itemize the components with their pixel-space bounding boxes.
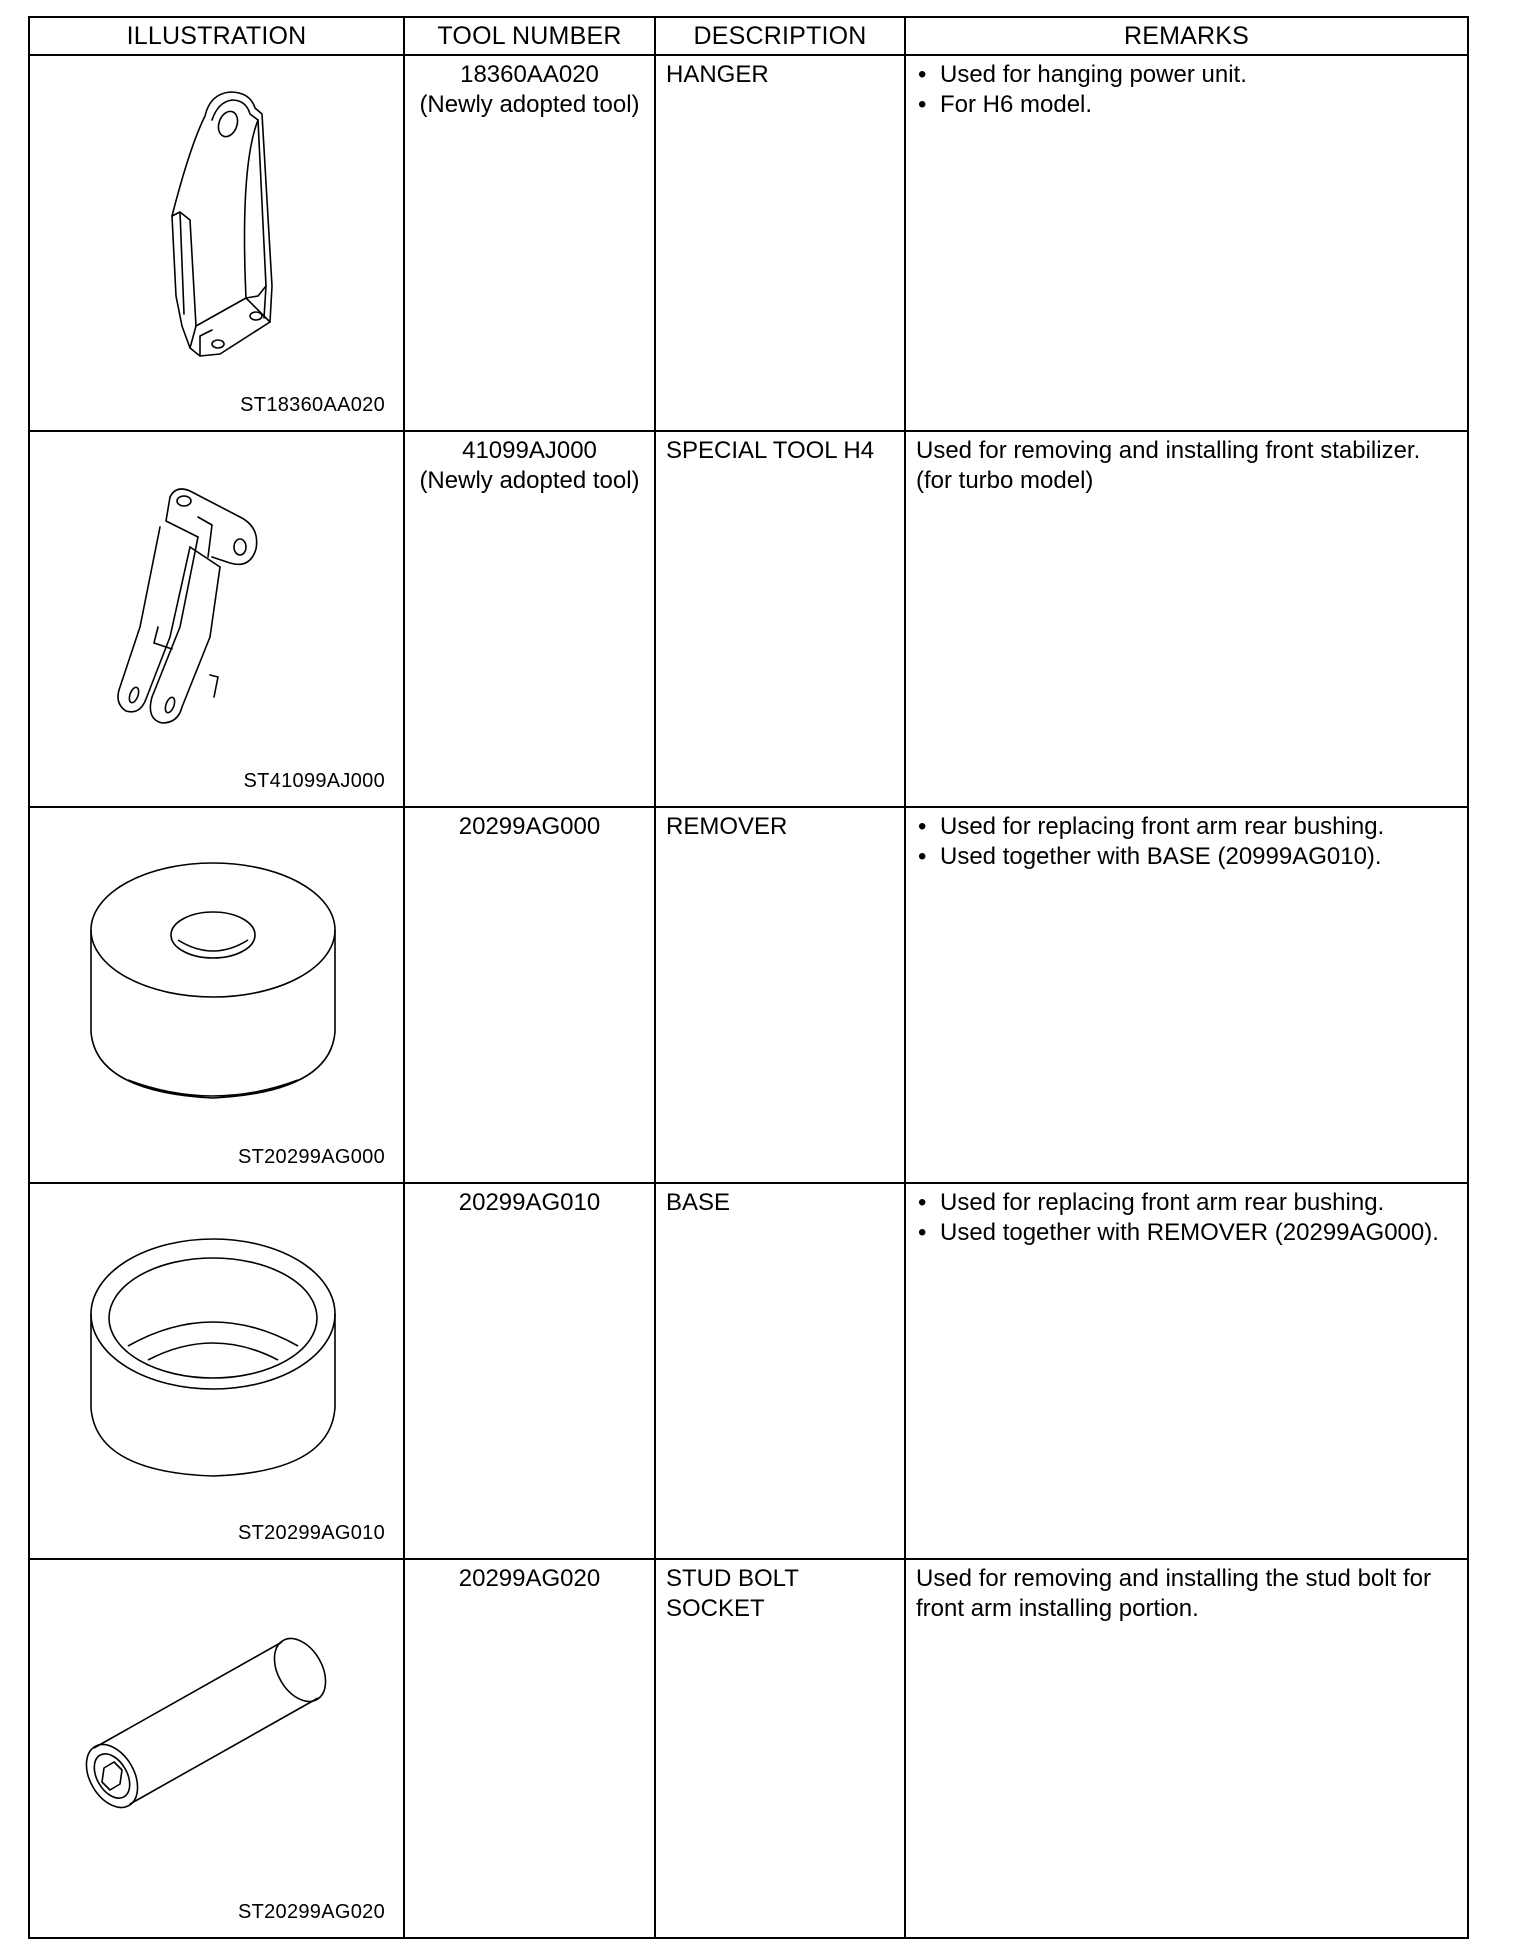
tool-number-cell	[405, 1184, 654, 1558]
illustration-cell	[30, 432, 403, 806]
description-cell	[656, 56, 904, 430]
header-remarks: REMARKS	[1123, 22, 1250, 50]
tool-number: 20299AG020	[458, 1565, 601, 1592]
remarks-item: • Used together with BASE (20999AG010).	[918, 843, 1382, 870]
special-tools-table	[28, 16, 1469, 1939]
table-row	[30, 1560, 1467, 1937]
stud-bolt-socket-icon	[70, 1630, 330, 1830]
table-row	[30, 1184, 1467, 1560]
tool-number-cell	[405, 808, 654, 1182]
tool-number: 18360AA020	[460, 61, 599, 88]
remarks-cell	[906, 432, 1467, 806]
table-header	[30, 18, 1467, 56]
illustration-caption: ST20299AG020	[237, 1901, 385, 1923]
remover-icon	[88, 860, 338, 1110]
remarks-cell	[906, 808, 1467, 1182]
illustration-caption: ST18360AA020	[240, 394, 385, 416]
remarks-list	[916, 60, 1457, 120]
tool-note: (Newly adopted tool)	[419, 467, 640, 494]
tool-note: (Newly adopted tool)	[419, 91, 640, 118]
header-description: DESCRIPTION	[693, 22, 867, 50]
illustration-caption: ST20299AG000	[237, 1146, 385, 1168]
remarks-list	[916, 812, 1457, 872]
remarks-item: • Used for replacing front arm rear bushing.	[918, 1189, 1385, 1216]
description-text: STUD BOLT SOCKET	[666, 1565, 799, 1622]
remarks-list	[916, 1188, 1457, 1248]
remarks-item: • Used together with REMOVER (20299AG000).	[918, 1219, 1439, 1246]
tool-number: 20299AG000	[458, 813, 601, 840]
remarks-text: Used for removing and installing front stabilizer. (for turbo model)	[916, 437, 1421, 494]
tool-number-cell	[405, 56, 654, 430]
base-icon	[88, 1236, 338, 1486]
remarks-cell	[906, 1184, 1467, 1558]
remarks-item: • Used for hanging power unit.	[918, 61, 1247, 88]
tool-number: 20299AG010	[458, 1189, 601, 1216]
description-text: HANGER	[666, 61, 769, 88]
remarks-text: Used for removing and installing the stud bolt for front arm installing portion.	[916, 1565, 1431, 1622]
illustration-caption: ST20299AG010	[237, 1522, 385, 1544]
illustration-cell	[30, 1184, 403, 1558]
table-row	[30, 432, 1467, 808]
illustration-cell	[30, 1560, 403, 1937]
remarks-cell	[906, 56, 1467, 430]
special-tool-h4-icon	[100, 477, 300, 747]
illustration-caption: ST41099AJ000	[243, 770, 385, 792]
hanger-icon	[150, 86, 330, 376]
description-cell	[656, 1184, 904, 1558]
illustration-cell	[30, 808, 403, 1182]
tool-number-cell	[405, 432, 654, 806]
table-row	[30, 808, 1467, 1184]
description-cell	[656, 1560, 904, 1937]
remarks-item: • Used for replacing front arm rear bushing.	[918, 813, 1385, 840]
tool-number: 41099AJ000	[462, 437, 597, 464]
description-text: REMOVER	[666, 813, 788, 840]
header-illustration: ILLUSTRATION	[126, 22, 307, 50]
remarks-item: • For H6 model.	[918, 91, 1093, 118]
description-cell	[656, 808, 904, 1182]
description-cell	[656, 432, 904, 806]
remarks-cell	[906, 1560, 1467, 1937]
table-row	[30, 56, 1467, 432]
description-text: BASE	[666, 1189, 731, 1216]
tool-number-cell	[405, 1560, 654, 1937]
illustration-cell	[30, 56, 403, 430]
description-text: SPECIAL TOOL H4	[666, 437, 875, 464]
header-tool-number: TOOL NUMBER	[437, 22, 622, 50]
